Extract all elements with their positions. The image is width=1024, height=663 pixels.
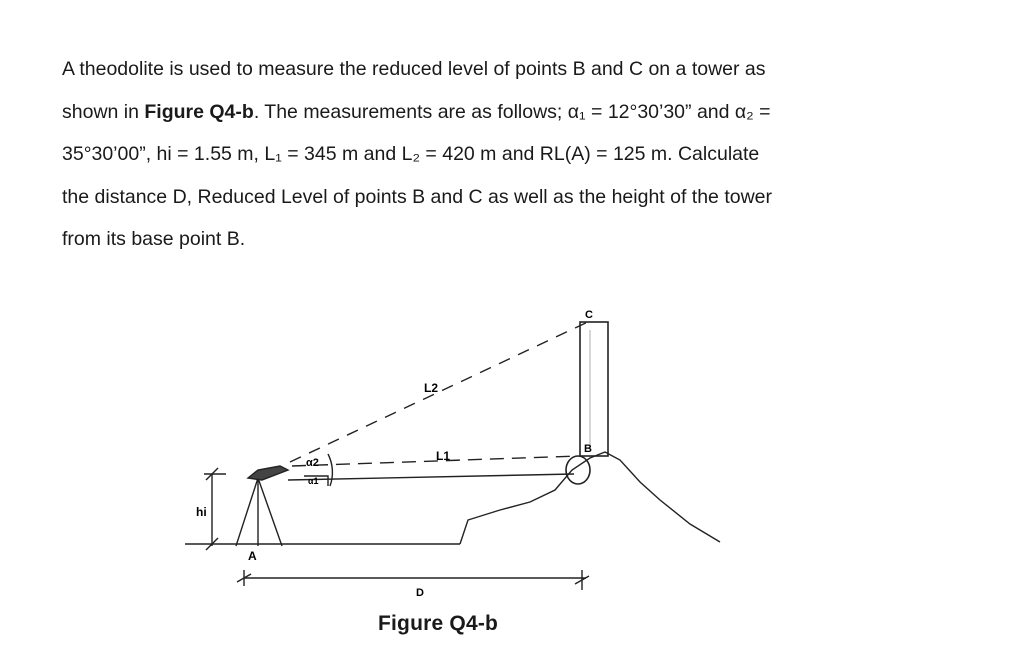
sight-line-l1 — [288, 474, 574, 480]
label-l2: L2 — [424, 381, 439, 395]
tripod-leg-left — [236, 478, 258, 546]
label-d: D — [416, 587, 424, 599]
label-hi: hi — [196, 505, 207, 519]
tower — [580, 322, 608, 456]
label-l1: L1 — [436, 449, 451, 463]
horizontal-sight-line — [292, 456, 578, 466]
figure-reference: Figure Q4-b — [144, 100, 254, 123]
problem-line-2-pre: shown in — [62, 100, 145, 123]
label-a: A — [248, 549, 257, 563]
problem-line-2-post: . The measurements are as follows; α₁ = 12°30’30” and α₂ = — [253, 100, 771, 123]
problem-line-1: A theodolite is used to measure the reduced level of points B and C on a tower as — [62, 58, 766, 80]
problem-line-5: from its base point B. — [62, 228, 246, 250]
theodolite-instrument — [248, 466, 288, 480]
problem-line-4: the distance D, Reduced Level of points B and C as well as the height of the tower — [62, 185, 773, 208]
point-b-marker — [566, 456, 590, 484]
sight-line-l2 — [290, 320, 592, 462]
label-alpha2: α2 — [306, 457, 319, 469]
tripod-leg-right — [258, 478, 282, 546]
figure-caption: Figure Q4-b — [378, 612, 499, 635]
label-alpha1: α1 — [308, 476, 319, 486]
label-c: C — [585, 309, 593, 321]
problem-line-3: 35°30’00”, hi = 1.55 m, L₁ = 345 m and L₂ = 420 m and RL(A) = 125 m. Calculate — [62, 143, 760, 165]
label-b: B — [584, 443, 592, 455]
